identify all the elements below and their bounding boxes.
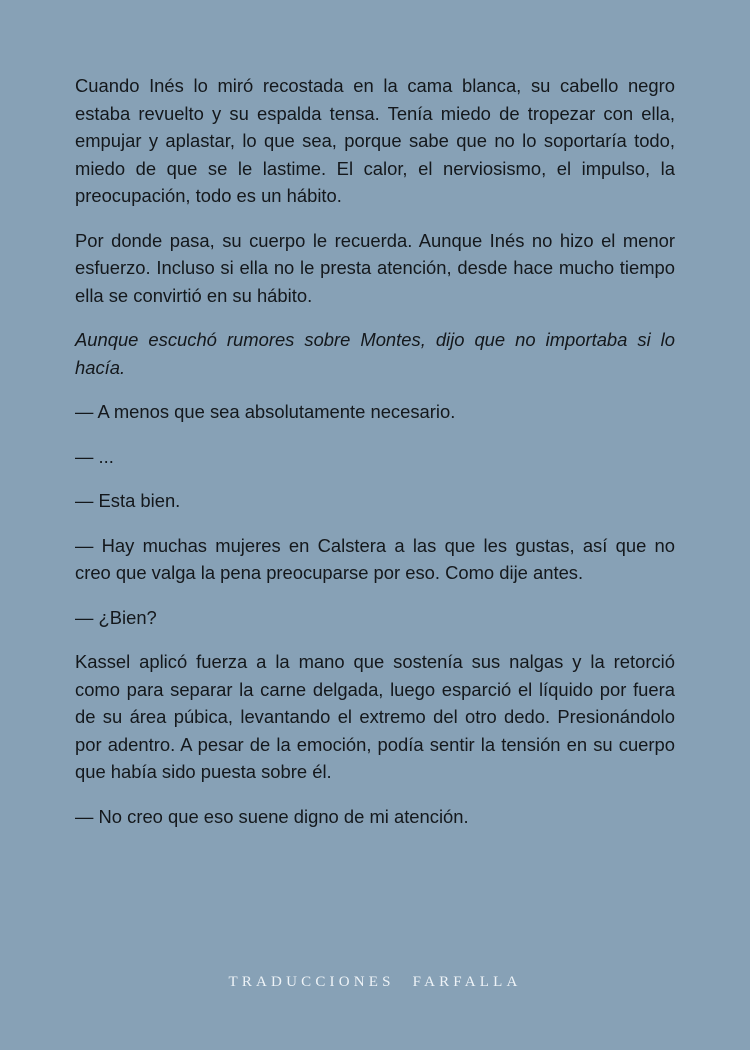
dialogue-line: — Hay muchas mujeres en Calstera a las que les gustas, así que no creo que valga la pena preocuparse por eso. Como dije antes. bbox=[75, 534, 675, 583]
paragraph: Cuando Inés lo miró recostada en la cama blanca, su cabello negro estaba revuelto y su espalda tensa. Tenía miedo de tropezar con ella, empujar y aplastar, lo que sea, porque sabe que no lo soportaría todo, miedo de que se le lastime. El calor, el nerviosismo, el impulso, la preocupación, todo es un hábito. bbox=[75, 75, 675, 206]
paragraph-italic: Aunque escuchó rumores sobre Montes, dijo que no importaba si lo hacía. bbox=[75, 329, 675, 378]
dialogue-line: — ... bbox=[75, 445, 114, 467]
paragraph: Por donde pasa, su cuerpo le recuerda. Aunque Inés no hizo el menor esfuerzo. Incluso si ella no le presta atención, desde hace mucho tiempo ella se convirtió en su hábito. bbox=[75, 229, 675, 306]
dialogue-line: — No creo que eso suene digno de mi atención. bbox=[75, 805, 469, 827]
paragraph: Kassel aplicó fuerza a la mano que sostenía sus nalgas y la retorció como para separar la carne delgada, luego esparció el líquido por fuera de su área púbica, levantando el extremo del otro dedo. Presionándolo por adentro. A pesar de la emoción, podía sentir la tensión en su cuerpo que había sido puesta sobre él. bbox=[75, 651, 675, 782]
dialogue-line: — ¿Bien? bbox=[75, 606, 157, 628]
dialogue-line: — A menos que sea absolutamente necesario. bbox=[75, 401, 456, 422]
dialogue-line: — Esta bien. bbox=[75, 490, 181, 511]
page-body bbox=[75, 72, 675, 847]
page-footer: TRADUCCIONES FARFALLA bbox=[228, 974, 522, 990]
